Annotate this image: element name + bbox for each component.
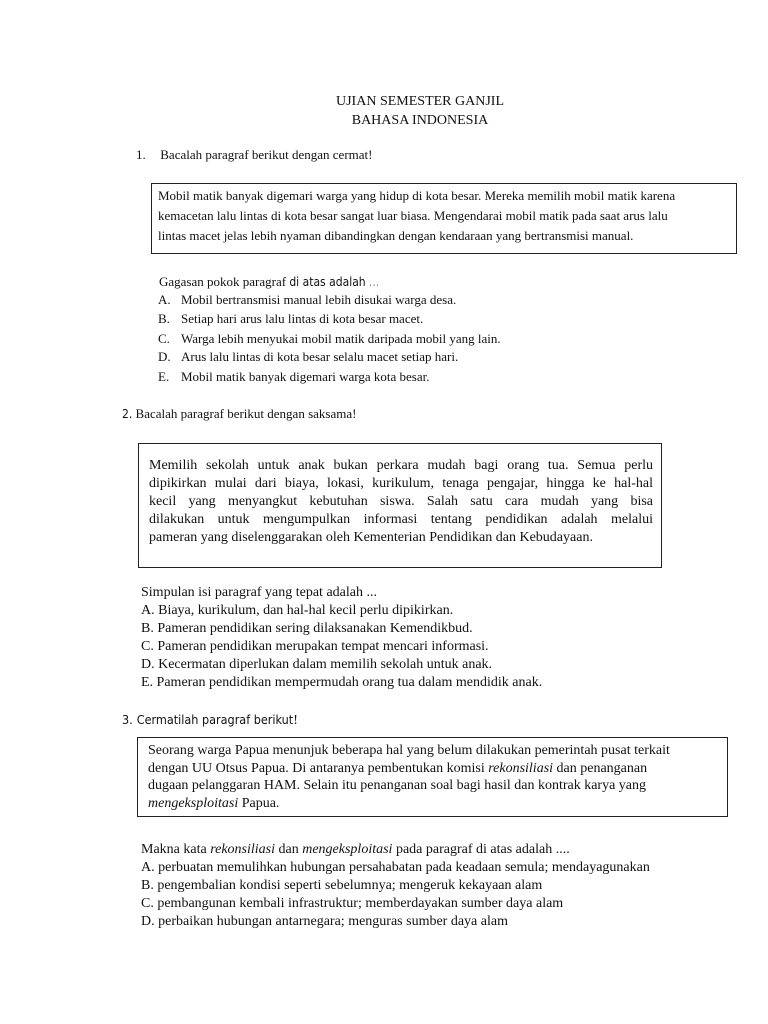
q3-option-d[interactable]: D. perbaikan hubungan antarnegara; menguras sumber daya alam bbox=[141, 914, 508, 929]
q2-option-e[interactable]: E. Pameran pendidikan mempermudah orang tua dalam mendidik anak. bbox=[141, 675, 543, 690]
q1-option-b[interactable]: B. Setiap hari arus lalu lintas di kota besar macet. bbox=[158, 311, 424, 326]
q2-option-c[interactable]: C. Pameran pendidikan merupakan tempat mencari informasi. bbox=[141, 639, 489, 654]
q1-passage-line: lintas macet jelas lebih nyaman dibandingkan dengan kendaraan yang bertransmisi manual. bbox=[158, 228, 634, 243]
q1-option-c[interactable]: C. Warga lebih menyukai mobil matik daripada mobil yang lain. bbox=[158, 331, 501, 346]
q1-passage-line: Mobil matik banyak digemari warga yang hidup di kota besar. Mereka memilih mobil matik karena bbox=[158, 188, 676, 203]
q1-heading bbox=[136, 147, 372, 163]
q2-question: Simpulan isi paragraf yang tepat adalah ... bbox=[141, 585, 377, 600]
q3-passage-line: dugaan pelanggaran HAM. Selain itu penanganan soal bagi hasil dan kontrak karya yang bbox=[148, 778, 647, 793]
q3-option-a[interactable]: A. perbuatan memulihkan hubungan persahabatan pada keadaan semula; mendayagunakan bbox=[141, 860, 650, 875]
q3-passage-line: mengeksploitasi Papua. bbox=[148, 795, 280, 811]
q3-option-c[interactable]: C. pembangunan kembali infrastruktur; memberdayakan sumber daya alam bbox=[141, 896, 564, 911]
q3-option-b[interactable]: B. pengembalian kondisi seperti sebelumnya; mengeruk kekayaan alam bbox=[141, 878, 543, 893]
exam-title: UJIAN SEMESTER GANJIL bbox=[336, 94, 504, 109]
q3-instruction: Cermatilah paragraf berikut bbox=[136, 712, 294, 727]
q1-instruction: Bacalah paragraf berikut dengan cermat! bbox=[160, 147, 373, 162]
q1-passage-line: kemacetan lalu lintas di kota besar sangat luar biasa. Mengendarai mobil matik pada saat arus lalu bbox=[158, 208, 668, 223]
q1-number: 1. bbox=[136, 147, 146, 162]
q3-passage-line: Seorang warga Papua menunjuk beberapa hal yang belum dilakukan pemerintah pusat terkait bbox=[148, 743, 670, 758]
q1-option-d[interactable]: D. Arus lalu lintas di kota besar selalu macet setiap hari. bbox=[158, 349, 459, 364]
q2-passage-line: dipikirkan mulai dari biaya, lokasi, kurikulum, tenaga pengajar, hingga ke hal-hal bbox=[149, 476, 653, 491]
subject-title: BAHASA INDONESIA bbox=[351, 113, 489, 128]
q3-passage-line: dengan UU Otsus Papua. Di antaranya pembentukan komisi rekonsiliasi dan penanganan bbox=[148, 760, 648, 776]
term-rekonsiliasi: rekonsiliasi bbox=[488, 760, 554, 776]
q1-question-end: di atas adalah bbox=[289, 275, 366, 289]
q3-heading bbox=[122, 711, 298, 729]
q3-exclamation: ! bbox=[293, 713, 298, 728]
q2-option-b[interactable]: B. Pameran pendidikan sering dilaksanakan Kemendikbud. bbox=[141, 621, 473, 636]
q2-passage-box bbox=[138, 443, 662, 568]
q1-passage-box bbox=[151, 183, 737, 254]
q1-question-dots: ... bbox=[368, 275, 380, 289]
q2-option-a[interactable]: A. Biaya, kurikulum, dan hal-hal kecil perlu dipikirkan. bbox=[141, 603, 454, 618]
q1-option-e[interactable]: E. Mobil matik banyak digemari warga kota besar. bbox=[158, 369, 430, 384]
q3-passage-box bbox=[137, 737, 728, 817]
q3-number: 3. bbox=[122, 712, 133, 727]
q2-passage-line: dilakukan untuk mengumpulkan informasi tentang pendidikan adalah melalui bbox=[149, 512, 653, 527]
q2-instruction: Bacalah paragraf berikut dengan saksama! bbox=[135, 406, 357, 421]
q2-passage-line: kecil yang menyangkut kebutuhan siswa. Salah satu cara mudah yang bisa bbox=[149, 494, 653, 509]
q1-option-a[interactable]: A. Mobil bertransmisi manual lebih disukai warga desa. bbox=[158, 292, 457, 307]
term-mengeksploitasi: mengeksploitasi bbox=[148, 795, 239, 811]
q1-question bbox=[159, 274, 379, 290]
q2-passage-line: Memilih sekolah untuk anak bukan perkara mudah bagi orang tua. Semua perlu bbox=[149, 458, 653, 473]
q1-question-start: Gagasan pokok paragraf bbox=[159, 274, 287, 289]
q2-heading bbox=[122, 406, 356, 422]
q2-number: 2. bbox=[122, 407, 133, 421]
q3-question: Makna kata rekonsiliasi dan mengeksploitasi pada paragraf di atas adalah .... bbox=[141, 842, 570, 857]
q2-passage-line: pameran yang diselenggarakan oleh Kementerian Pendidikan dan Kebudayaan. bbox=[149, 530, 593, 545]
q2-option-d[interactable]: D. Kecermatan diperlukan dalam memilih sekolah untuk anak. bbox=[141, 657, 493, 672]
